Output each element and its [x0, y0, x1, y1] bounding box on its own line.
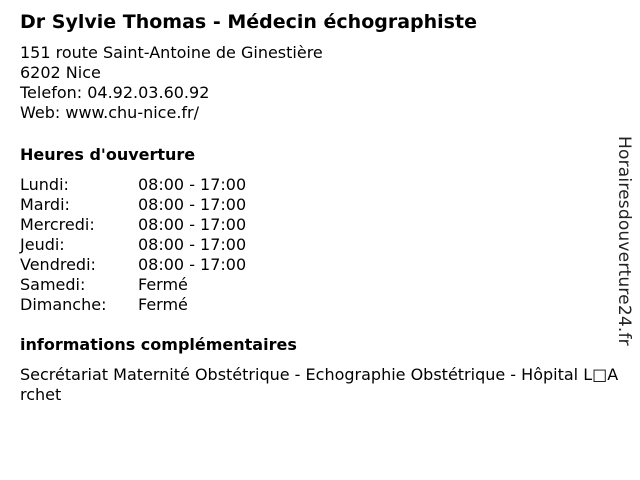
info-heading: informations complémentaires [20, 335, 297, 354]
time-value: 08:00 - 17:00 [138, 175, 247, 194]
hours-table [20, 175, 620, 315]
time-value: 08:00 - 17:00 [138, 215, 247, 234]
info-description: Secrétariat Maternité Obstétrique - Echographie Obstétrique - Hôpital L□Archet [20, 365, 619, 404]
time-value: 08:00 - 17:00 [138, 235, 247, 254]
address-line-city: 6202 Nice [20, 63, 101, 82]
web-line: Web: www.chu-nice.fr/ [20, 103, 199, 122]
day-label: Lundi: [20, 175, 69, 194]
time-value: Fermé [138, 275, 188, 294]
page-title: Dr Sylvie Thomas - Médecin échographiste [20, 11, 477, 33]
time-value: 08:00 - 17:00 [138, 195, 247, 214]
time-value: Fermé [138, 295, 188, 314]
time-value: 08:00 - 17:00 [138, 255, 247, 274]
contact-block [20, 43, 620, 123]
listing-card [20, 9, 620, 405]
hours-row-sunday [20, 295, 620, 315]
site-watermark: Horairesdouverture24.fr [614, 136, 634, 346]
day-label: Jeudi: [20, 235, 65, 254]
day-label: Mercredi: [20, 215, 95, 234]
day-label: Dimanche: [20, 295, 107, 314]
hours-row-thursday [20, 235, 620, 255]
hours-row-saturday [20, 275, 620, 295]
hours-row-tuesday [20, 195, 620, 215]
phone-line: Telefon: 04.92.03.60.92 [20, 83, 210, 102]
day-label: Samedi: [20, 275, 86, 294]
hours-row-wednesday [20, 215, 620, 235]
day-label: Mardi: [20, 195, 70, 214]
hours-row-friday [20, 255, 620, 275]
day-label: Vendredi: [20, 255, 96, 274]
hours-heading: Heures d'ouverture [20, 145, 196, 164]
hours-row-monday [20, 175, 620, 195]
address-line-street: 151 route Saint-Antoine de Ginestière [20, 43, 323, 62]
